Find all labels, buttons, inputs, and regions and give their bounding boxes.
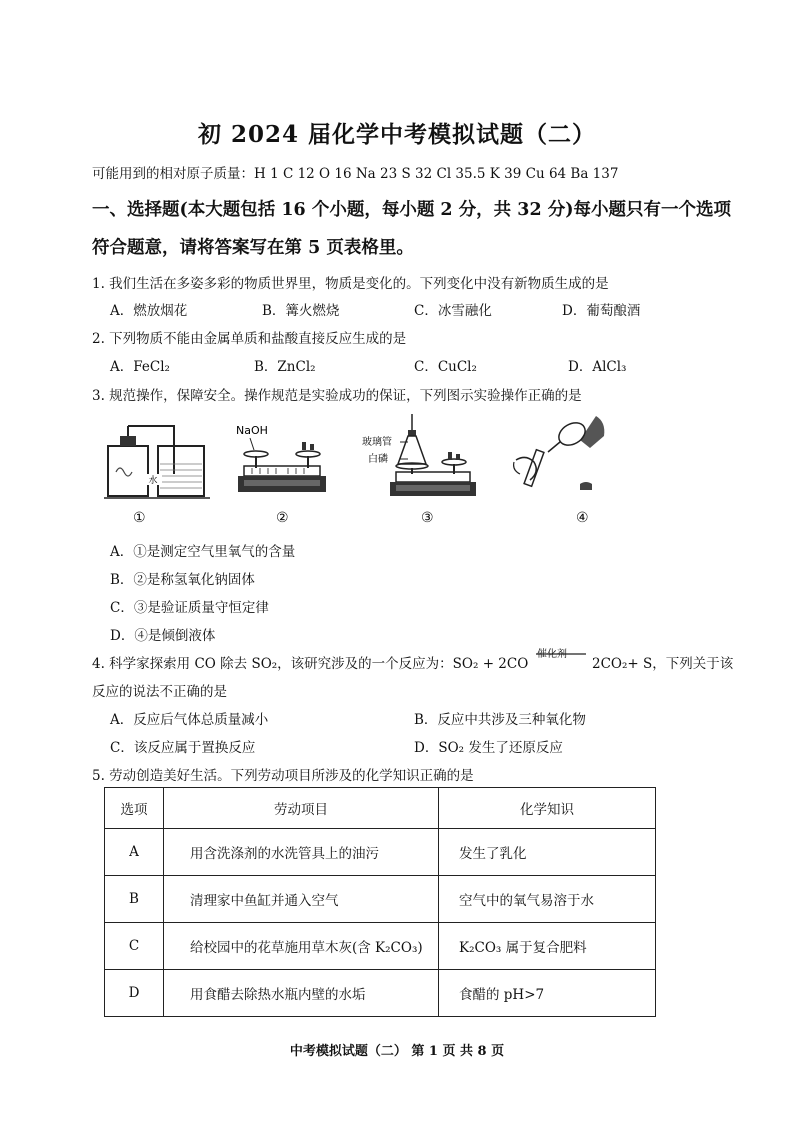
figure-4-pouring-liquid [512,412,612,504]
row-b-knowledge: 空气中的氧气易溶于水 [439,876,656,923]
fig3-phosphorus-label: 白磷 [368,454,388,465]
section1-line1: 一、选择题(本大题包括 16 个小题，每小题 2 分，共 32 分)每小题只有一个选项 [92,200,731,220]
q5-table [104,787,656,1017]
q1-option-c: C．冰雪融化 [414,303,492,319]
page-footer: 中考模拟试题（二） 第 1 页 共 8 页 [289,1044,505,1059]
fig3-tube-label: 玻璃管 [362,437,392,448]
table-row [105,970,656,1017]
q2-option-b: B．ZnCl₂ [254,359,316,375]
q1-option-b: B．篝火燃烧 [262,303,340,319]
row-b-option: B [105,876,164,923]
q3-option-a: A．①是测定空气里氧气的含量 [110,544,296,560]
table-row [105,876,656,923]
row-a-task: 用含洗涤剂的水洗管具上的油污 [164,829,439,876]
q2-stem: 2. 下列物质不能由金属单质和盐酸直接反应生成的是 [92,331,407,347]
q2-option-a: A．FeCl₂ [110,359,170,375]
fig-number-4: ④ [576,510,589,526]
row-a-option: A [105,829,164,876]
exam-title: 初 2024 届化学中考模拟试题（二） [197,121,597,148]
q4-option-c: C．该反应属于置换反应 [110,740,256,756]
figure-2-balance [232,412,336,504]
fig1-water-label: 水 [148,476,158,486]
fig-number-1: ① [133,510,146,526]
row-d-task: 用食醋去除热水瓶内壁的水垢 [164,970,439,1017]
fig-number-2: ② [276,510,289,526]
q1-option-a: A．燃放烟花 [110,303,188,319]
q1-stem: 1. 我们生活在多姿多彩的物质世界里，物质是变化的。下列变化中没有新物质生成的是 [92,276,609,292]
q3-option-c: C．③是验证质量守恒定律 [110,600,269,616]
section1-line2: 符合题意，请将答案写在第 5 页表格里。 [92,238,414,258]
header-knowledge: 化学知识 [439,788,656,829]
q4-stem-part1: 4. 科学家探索用 CO 除去 SO₂，该研究涉及的一个反应为：SO₂ + 2CO [92,656,529,672]
figure-1-oxygen-apparatus [104,412,216,504]
table-row [105,829,656,876]
q5-stem: 5. 劳动创造美好生活。下列劳动项目所涉及的化学知识正确的是 [92,768,474,784]
q4-stem-part2: 2CO₂+ S，下列关于该 [592,656,734,672]
row-c-option: C [105,923,164,970]
q3-stem: 3. 规范操作，保障安全。操作规范是实验成功的保证，下列图示实验操作正确的是 [92,388,582,404]
q4-option-b: B．反应中共涉及三种氧化物 [414,712,586,728]
figure-3-conservation-of-mass [360,412,484,504]
fig-number-3: ③ [421,510,434,526]
q1-option-d: D．葡萄酿酒 [562,303,641,319]
q3-option-b: B．②是称氢氧化钠固体 [110,572,255,588]
q3-option-d: D．④是倾倒液体 [110,628,216,644]
atomic-masses: 可能用到的相对原子质量：H 1 C 12 O 16 Na 23 S 32 Cl 35.5 K 39 Cu 64 Ba 137 [92,166,619,182]
q2-option-d: D．AlCl₃ [568,359,627,375]
reaction-arrow-icon [536,648,588,660]
q4-catalyst-label: 催化剂 [537,649,567,660]
row-a-knowledge: 发生了乳化 [439,829,656,876]
header-option: 选项 [105,788,164,829]
row-d-option: D [105,970,164,1017]
q4-option-d: D．SO₂ 发生了还原反应 [414,740,563,756]
row-c-knowledge: K₂CO₃ 属于复合肥料 [439,923,656,970]
q4-option-a: A．反应后气体总质量减小 [110,712,269,728]
row-c-task: 给校园中的花草施用草木灰(含 K₂CO₃) [164,923,439,970]
q2-option-c: C．CuCl₂ [414,359,477,375]
header-task: 劳动项目 [164,788,439,829]
row-b-task: 清理家中鱼缸并通入空气 [164,876,439,923]
table-row [105,923,656,970]
q4-stem-line2: 反应的说法不正确的是 [92,684,227,700]
row-d-knowledge: 食醋的 pH>7 [439,970,656,1017]
fig2-naoh-label: NaOH [236,424,268,437]
table-header-row [105,788,656,829]
